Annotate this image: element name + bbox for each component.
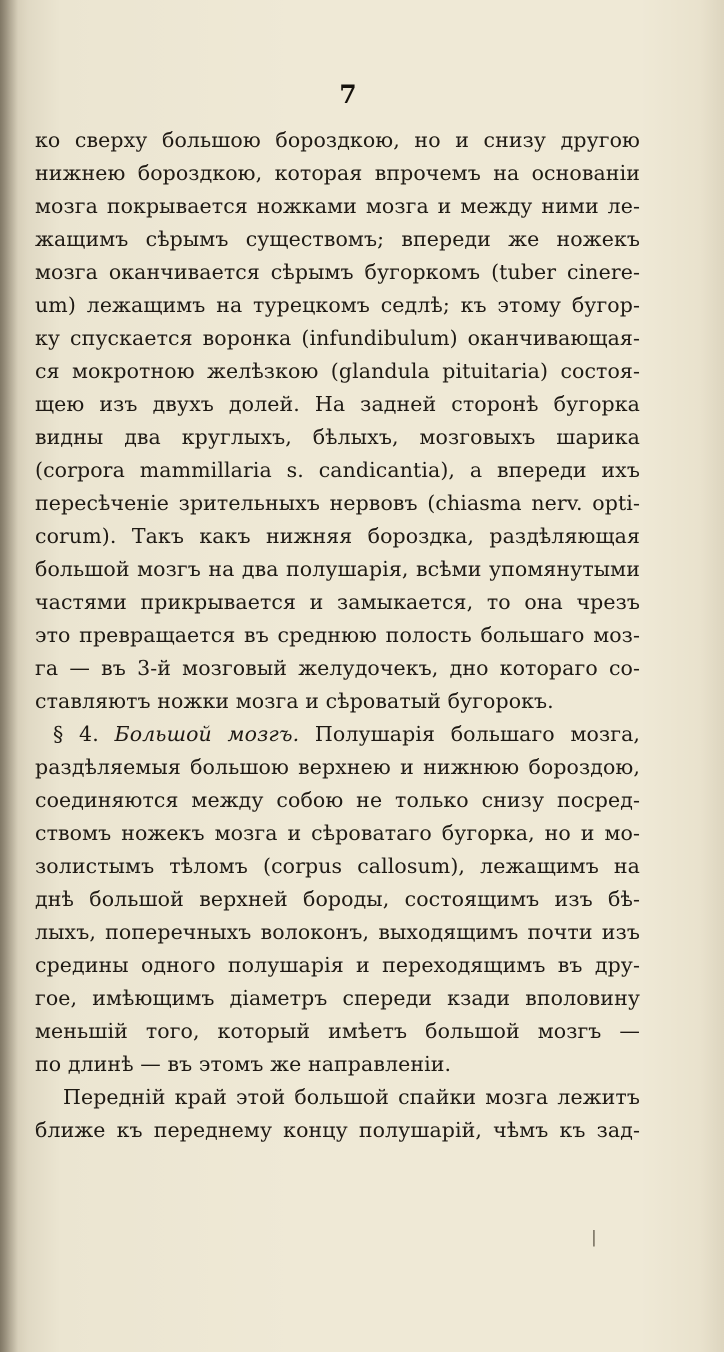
text-line: это превращается въ среднюю полость большаго моз-: [35, 623, 640, 647]
text-line: ствомъ ножекъ мозга и сѣроватаго бугорка, но и мо-: [35, 821, 640, 845]
text-line: нижнею бороздкою, которая впрочемъ на основаніи: [35, 161, 640, 185]
text-line: большой мозгъ на два полушарія, всѣми упомянутыми: [35, 557, 640, 581]
spine-shadow: [0, 0, 18, 1352]
text-line: видны два круглыхъ, бѣлыхъ, мозговыхъ шарика: [35, 425, 640, 449]
text-line: ку спускается воронка (infundibulum) оканчивающая-: [35, 326, 640, 350]
text-line: ближе къ переднему концу полушарій, чѣмъ къ зад-: [35, 1118, 640, 1142]
text-line: днѣ большой верхней бороды, состоящимъ изъ бѣ-: [35, 887, 640, 911]
text-line: мозга покрывается ножками мозга и между ними ле-: [35, 194, 640, 218]
text-line: um) лежащимъ на турецкомъ седлѣ; къ этому бугор-: [35, 293, 640, 317]
text-line: пересѣченіе зрительныхъ нервовъ (chiasma nerv. opti-: [35, 491, 640, 515]
text-line: ко сверху большою бороздкою, но и снизу другою: [35, 128, 640, 152]
text-line: (corpora mammillaria s. candicantia), а впереди ихъ: [35, 458, 640, 482]
text-line: лыхъ, поперечныхъ волоконъ, выходящимъ почти изъ: [35, 920, 640, 944]
text-line: жащимъ сѣрымъ существомъ; впереди же ножекъ: [35, 227, 640, 251]
section-number: § 4.: [53, 722, 99, 746]
text-line: ся мокротною желѣзкою (glandula pituitaria) состоя-: [35, 359, 640, 383]
body-text: [35, 124, 640, 1147]
text-line: раздѣляемыя большою верхнею и нижнюю бороздою,: [35, 755, 640, 779]
text-line: соединяются между собою не только снизу посред-: [35, 788, 640, 812]
text-line: corum). Такъ какъ нижняя бороздка, раздѣляющая: [35, 524, 640, 548]
section-heading: Большой мозгъ.: [114, 722, 300, 746]
text-line: щею изъ двухъ долей. На задней сторонѣ бугорка: [35, 392, 640, 416]
page-number: 7: [339, 80, 357, 109]
text-line: средины одного полушарія и переходящимъ въ дру-: [35, 953, 640, 977]
section-heading-line: [35, 718, 640, 751]
text-line: золистымъ тѣломъ (corpus callosum), лежащимъ на: [35, 854, 640, 878]
text-line: гое, имѣющимъ діаметръ спереди кзади вполовину: [35, 986, 640, 1010]
text-line: по длинѣ — въ этомъ же направленіи.: [35, 1052, 452, 1076]
text-line: Передній край этой большой спайки мозга лежитъ: [63, 1085, 640, 1109]
text-line: частями прикрывается и замыкается, то она чрезъ: [35, 590, 640, 614]
text-line: мозга оканчивается сѣрымъ бугоркомъ (tuber cinere-: [35, 260, 640, 284]
text-line: меньшій того, который имѣетъ большой мозгъ —: [35, 1019, 640, 1043]
section-first-line-text: Полушарія большаго мозга,: [314, 722, 641, 746]
text-line: га — въ 3-й мозговый желудочекъ, дно котораго со-: [35, 656, 640, 680]
ink-speck: ׀: [590, 1232, 598, 1248]
text-line: ставляютъ ножки мозга и сѣроватый бугорокъ.: [35, 689, 554, 713]
